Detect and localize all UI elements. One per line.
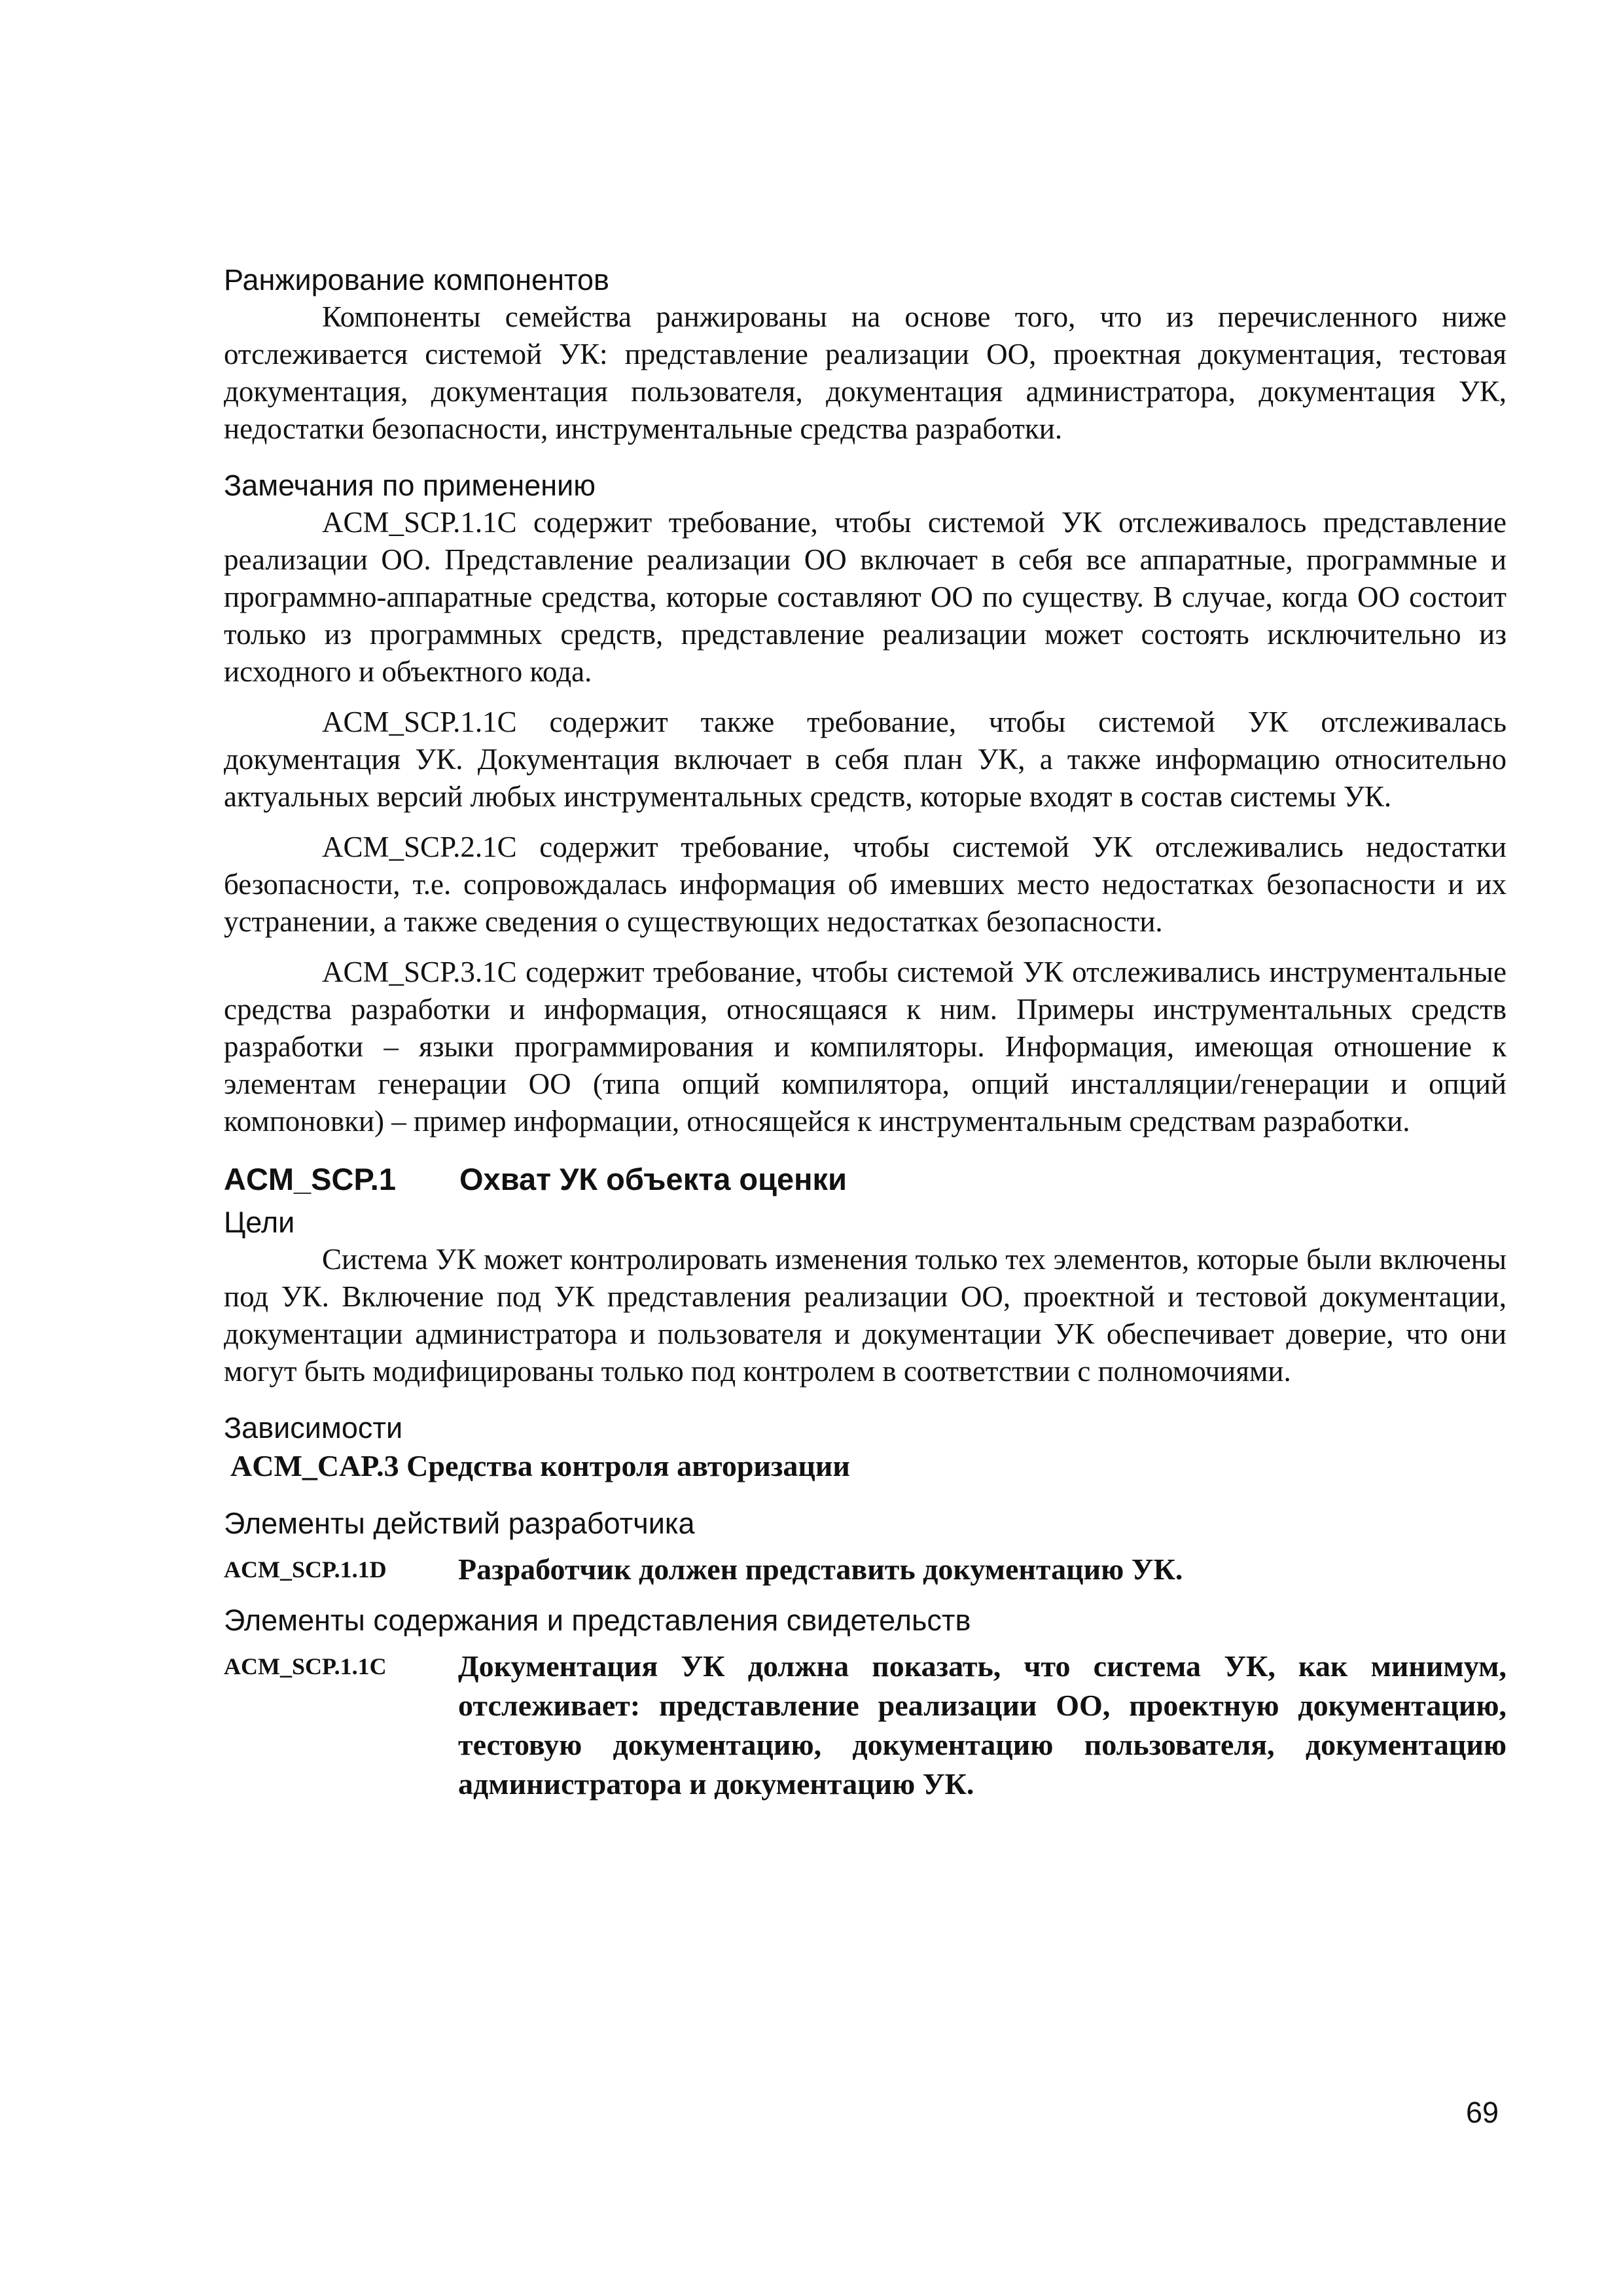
goals-paragraph: Система УК может контролировать изменения только тех элементов, которые были включены под УК. Включение под УК представления реализации ОО, проектной и тестовой документации, документации администратора и пользователя и документации УК обеспечивает доверие, что они могут быть модифицированы только под контролем в соответствии с полномочиями.	[224, 1243, 1507, 1388]
component-code: ACM_SCP.1	[224, 1162, 396, 1196]
page-number: 69	[1466, 2096, 1499, 2129]
dependency-item: ACM_CAP.3 Средства контроля авторизации	[230, 1449, 850, 1482]
ranking-paragraph: Компоненты семейства ранжированы на основе того, что из перечисленного ниже отслеживается системой УК: представление реализации ОО, проектная документация, тестовая документация, документация пользователя, документация администратора, документация УК, недостатки безопасности, инструментальные средства разработки.	[224, 300, 1507, 445]
dependencies-heading: Зависимости	[224, 1411, 403, 1444]
evidence-element-text: Документация УК должна показать, что система УК, как минимум, отслеживает: представление реализации ОО, проектную документацию, тестовую документацию, документацию пользователя, документацию администратора и документацию УК.	[458, 1649, 1507, 1801]
notes-paragraph-4: ACM_SCP.3.1C содержит требование, чтобы системой УК отслеживались инструментальные средства разработки и информация, относящаяся к ним. Примеры инструментальных средств разработки – языки программирования и компиляторы. Информация, имеющая отношение к элементам генерации ОО (типа опций компилятора, опций инсталляции/генерации и опций компоновки) – пример информации, относящейся к инструментальным средствам разработки.	[224, 956, 1507, 1138]
component-heading	[224, 1160, 1507, 1199]
notes-paragraph-1: ACM_SCP.1.1C содержит требование, чтобы системой УК отслеживалось представление реализации ОО. Представление реализации ОО включает в себя все аппаратные, программные и программно-аппаратные средства, которые составляют ОО по существу. В случае, когда ОО состоит только из программных средств, представление реализации может состоять исключительно из исходного и объектного кода.	[224, 506, 1507, 688]
evidence-element-row	[224, 1647, 1507, 1804]
notes-paragraph-2: ACM_SCP.1.1C содержит также требование, чтобы системой УК отслеживалась документация УК. Документация включает в себя план УК, а также информацию относительно актуальных версий любых инструментальных средств, которые входят в состав системы УК.	[224, 706, 1507, 813]
component-title: Охват УК объекта оценки	[459, 1162, 847, 1196]
notes-paragraph-3: ACM_SCP.2.1C содержит требование, чтобы системой УК отслеживались недостатки безопасности, т.е. сопровождалась информация об имевших место недостатках безопасности и их устранении, а также сведения о существующих недостатках безопасности.	[224, 831, 1507, 938]
notes-heading: Замечания по применению	[224, 469, 596, 502]
goals-heading: Цели	[224, 1206, 295, 1239]
document-page	[224, 262, 1507, 1804]
evidence-elements-heading: Элементы содержания и представления свидетельств	[224, 1604, 971, 1637]
developer-element-text: Разработчик должен представить документацию УК.	[458, 1552, 1183, 1586]
developer-elements-heading: Элементы действий разработчика	[224, 1507, 695, 1540]
ranking-heading: Ранжирование компонентов	[224, 263, 609, 296]
developer-element-row	[224, 1550, 1507, 1589]
developer-element-code: ACM_SCP.1.1D	[224, 1556, 387, 1583]
evidence-element-code: ACM_SCP.1.1C	[224, 1653, 387, 1679]
